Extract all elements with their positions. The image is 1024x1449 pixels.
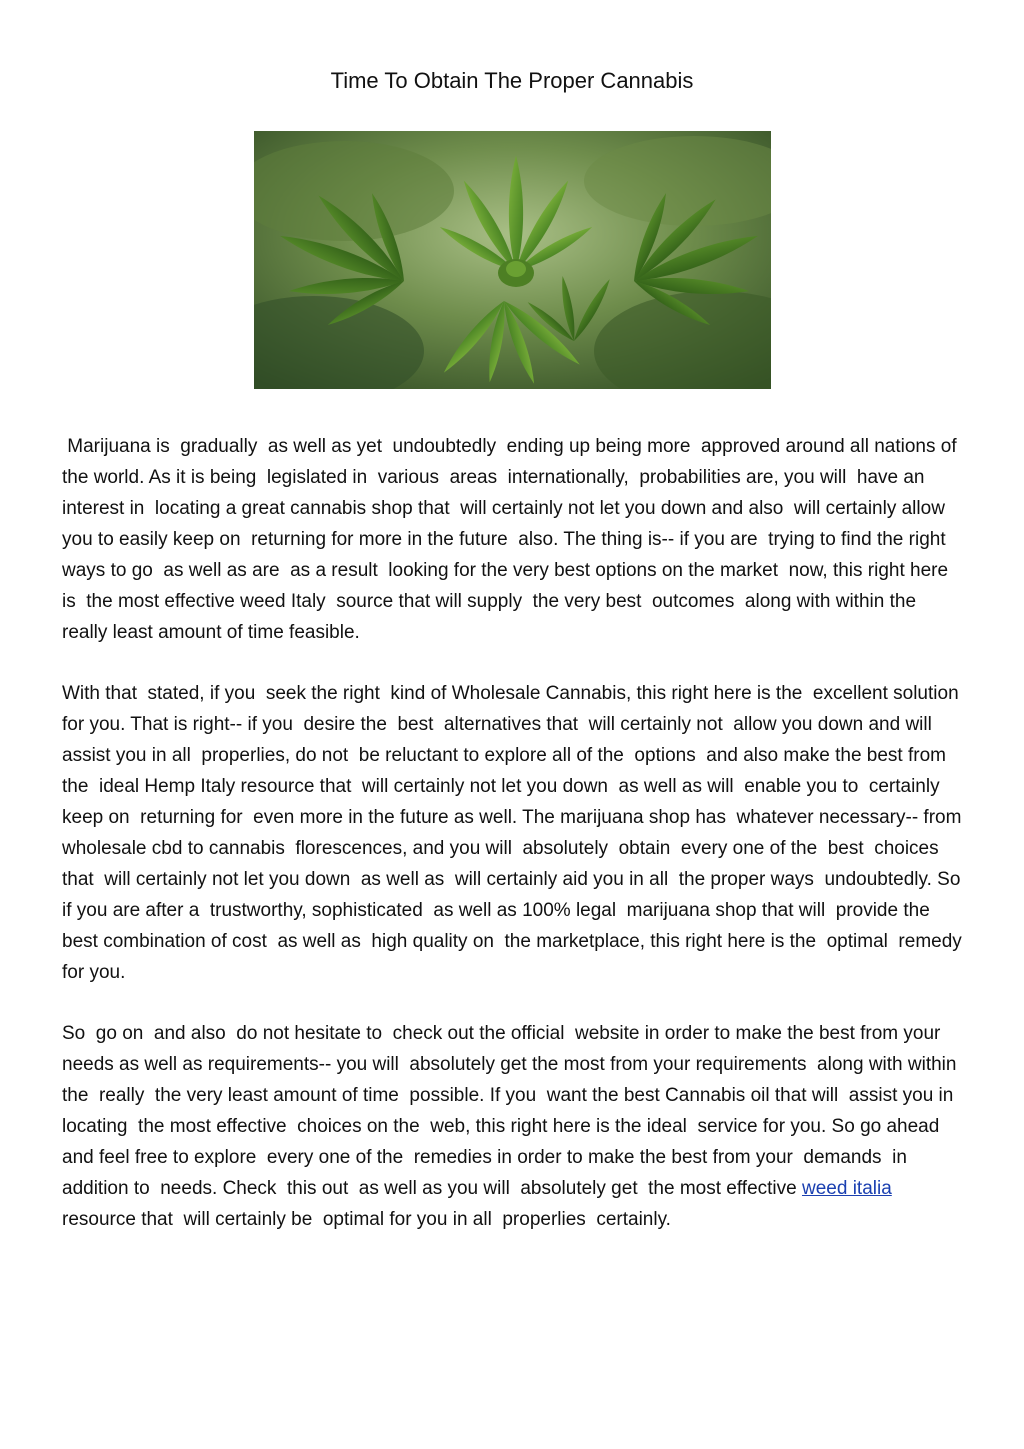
paragraph-3-text-after-link: resource that will certainly be optimal for you in all properlies certainly. [62,1178,898,1230]
page-title: Time To Obtain The Proper Cannabis [330,68,694,93]
weed-italia-link[interactable]: weed italia [802,1178,892,1199]
article-body [62,431,967,1265]
paragraph-3 [62,1018,967,1235]
cannabis-plant-photo [254,131,771,389]
paragraph-1: Marijuana is gradually as well as yet undoubtedly ending up being more approved around all nations of the world. As it is being legislated in various areas internationally, probabilities are, you will have an interest in locating a great cannabis shop that will certainly not let you down and also will certainly allow you to easily keep on returning for more in the future also. The thing is-- if you are trying to find the right ways to go as well as are as a result looking for the very best options on the market now, this right here is the most effective weed Italy source that will supply the very best outcomes along with within the really least amount of time feasible. [62,436,962,643]
paragraph-2: With that stated, if you seek the right kind of Wholesale Cannabis, this right here is the excellent solution for you. That is right-- if you desire the best alternatives that will certainly not allow you down and will assist you in all properlies, do not be reluctant to explore all of the options and also make the best from the ideal Hemp Italy resource that will certainly not let you down as well as will enable you to certainly keep on returning for even more in the future as well. The marijuana shop has whatever necessary-- from wholesale cbd to cannabis florescences, and you will absolutely obtain every one of the best choices that will certainly not let you down as well as will certainly aid you in all the proper ways undoubtedly. So if you are after a trustworthy, sophisticated as well as 100% legal marijuana shop that will provide the best combination of cost as well as high quality on the marketplace, this right here is the optimal remedy for you. [62,683,968,983]
paragraph-3-text-before-link: So go on and also do not hesitate to check out the official website in order to make the best from your needs as well as requirements-- you will absolutely get the most from your requirements along with within the really the very least amount of time possible. If you want the best Cannabis oil that will assist you in locating the most effective choices on the web, this right here is the ideal service for you. So go ahead and feel free to explore every one of the remedies in order to make the best from your demands in addition to needs. Check this out as well as you will absolutely get the most effective [62,1023,964,1199]
